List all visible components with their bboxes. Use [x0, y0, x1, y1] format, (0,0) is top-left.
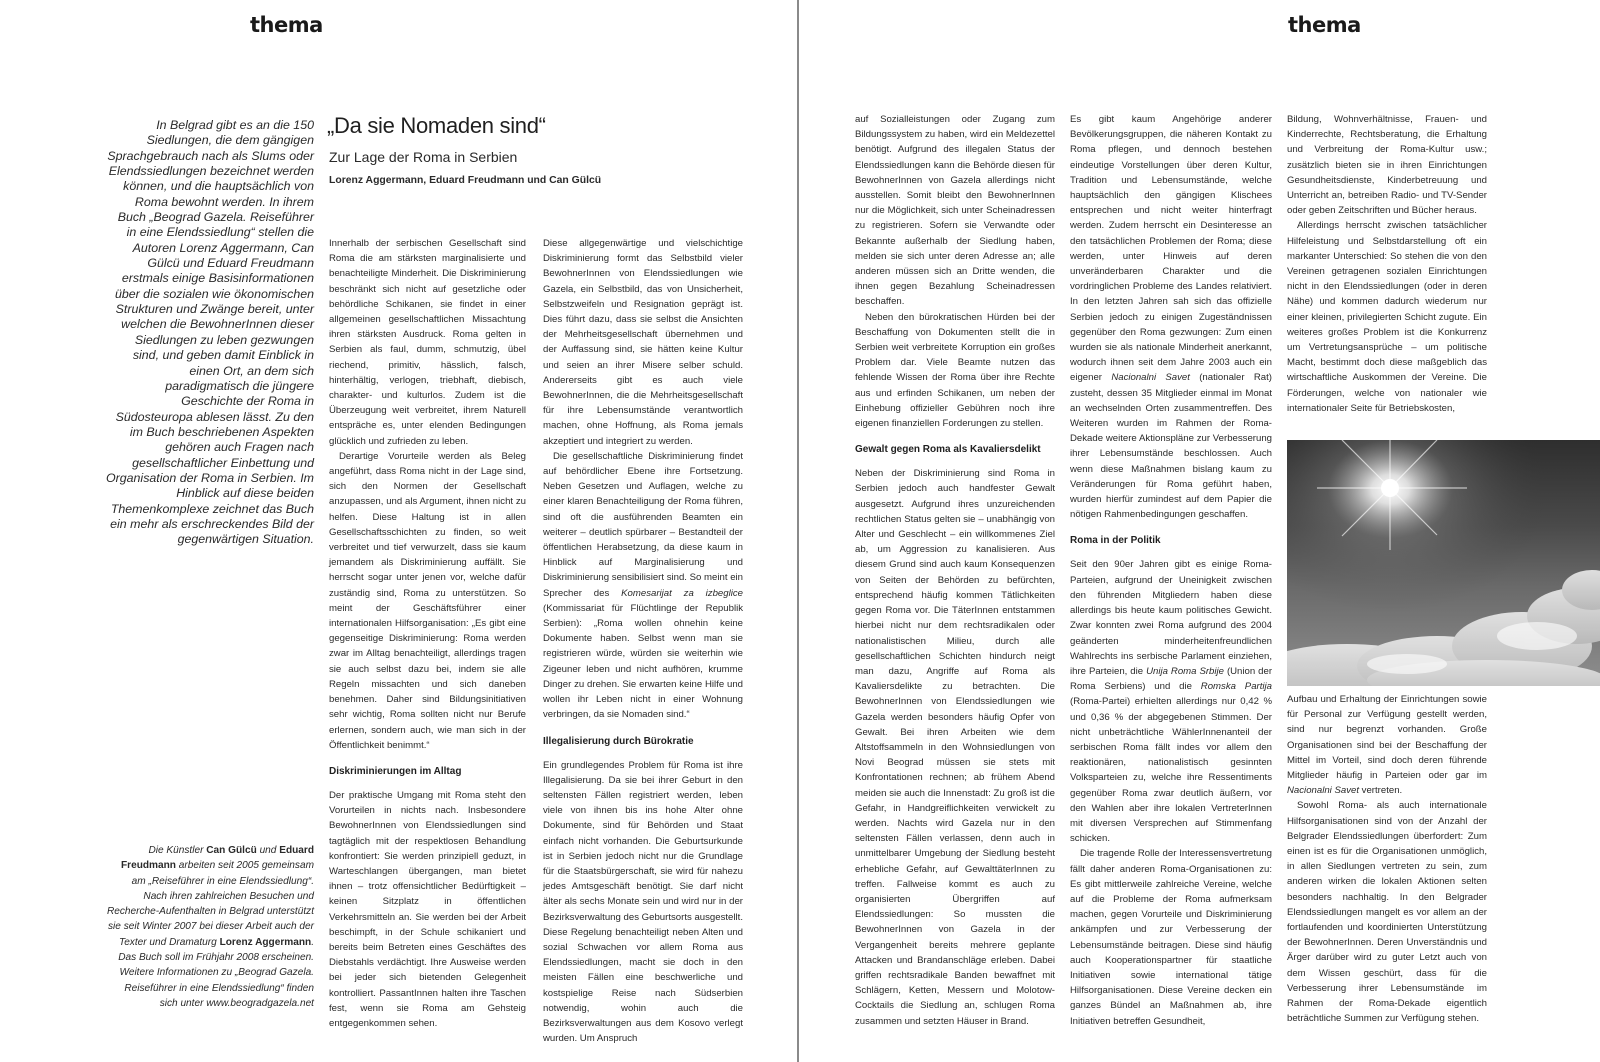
- paragraph-text: Die gesellschaftliche Diskriminierung findet auf behördlicher Ebene ihre Fortsetzung. Neben Gesetzen und Auflagen, welche zu einer klaren Benachteiligung der Roma führen, sind oft die ausführenden Beamten ein weiterer – deutlich spürbarer – Bestandteil der öffentlichen Herabsetzung, da diese kaum in Hinblick auf Marginalisierung und Diskriminierung sensibilisiert sind. So meint ein Sprecher des: [543, 450, 743, 599]
- sun-sky-photo-icon: [1287, 440, 1600, 686]
- left-page: [0, 0, 796, 1062]
- section-heading: Diskriminierungen im Alltag: [329, 765, 462, 777]
- credits-name: Eduard Freudmann: [120, 845, 314, 872]
- paragraph: Sowohl Roma- als auch internationale Hilfsorganisationen sind von der Anzahl der Belgrader Elendssiedlungen überfordert: Zum einen ist es für die Organisationen unmöglich, in allen Siedlungen vertreten zu sein, zum anderen wirken die lokalen Aktionen selten besonders nachhaltig. In den Belgrader Elendssiedlungen mangelt es vor allem an der fortlaufenden und koordinierten Unterstützung der BewohnerInnen. Deren Unverständnis und Ärger darüber wird zu guter Letzt auch von dem Wissen geschürt, dass für die Verbesserung ihrer Lebensumstände im Rahmen der Roma-Dekade eigentlich beträchtliche Summen zur Verfügung stehen.: [1287, 800, 1487, 1025]
- paragraph-text: Es gibt kaum Angehörige anderer Bevölkerungsgruppen, die näheren Kontakt zu Roma pflegen, und dennoch bestehen eindeutige Vorstellungen über deren Kultur, Tradition und Lebensumstände, welche hauptsächlich den gängigen Klischees entsprechen und nicht weiter hinterfragt werden. Zudem herrscht ein Desinteresse an den tatsächlichen Problemen der Roma; diese werden, unter Hinweis auf deren unveränderbaren Charakter und die vordringlichen Probleme des Landes relativiert. In den letzten Jahren sah sich das offizielle Serbien jedoch zu einigen Zugeständnissen gegenüber den Roma gezwungen: Zum einen wurden sie als nationale Minderheit anerkannt, wodurch ihnen seit dem Jahre 2003 auch ein eigener: [1070, 114, 1272, 384]
- paragraph: Derartige Vorurteile werden als Beleg angeführt, dass Roma nicht in der Lage sind, sich den Normen der Gesellschaft anzupassen, und als Argument, ihnen nicht zu helfen. Diese Haltung ist in allen Gesellschaftsschichten zu finden, so weit verbreitet und tief verwurzelt, dass sie kaum jemandem als Diskriminierung auffällt. Sie herrscht sogar unter jenen vor, welche dafür zuständig sind, Roma zu unterstützen. So meint der Geschäftsführer einer internationalen Hilfsorganisation: „Es gibt eine gegenseitige Diskriminierung: Roma werden zwar im Alltag benachteiligt, allerdings tragen sie auch selbst dazu bei, indem sie alle Regeln missachten und sich daneben benehmen. Daher sind Bildungsinitiativen sehr wichtig, Roma sollten nicht nur Berufe erlernen, sondern auch, wie man sich in der Öffentlichkeit benimmt.“: [329, 450, 526, 751]
- author-credits: [106, 843, 314, 1011]
- paragraph-text: (nationaler Rat) zusteht, dessen 35 Mitglieder einmal im Monat an wechselnden Orten zusammentreffen. Des Weiteren wurden im Rahmen der Roma-Dekade weitere Aktionspläne zur Verbesserung ihrer Lebensumstände beschlossen. Auch wenn diese Maßnahmen bislang kaum zu Veränderungen für Roma geführt haben, wurden hierfür zumindest auf dem Papier die nötigen Rahmenbedingungen geschaffen.: [1070, 372, 1272, 521]
- paragraph: [1070, 557, 1272, 846]
- section-header: thema: [250, 13, 323, 37]
- article-column-2: [543, 236, 743, 1046]
- credits-name: Lorenz Aggermann: [219, 936, 312, 948]
- section-heading: Illegalisierung durch Bürokratie: [543, 735, 694, 747]
- article-authors: Lorenz Aggermann, Eduard Freudmann und Can Gülcü: [329, 175, 602, 186]
- article-column-3: [855, 112, 1055, 1029]
- paragraph-text: (Roma-Partei) erhielten allerdings nur 0,42 % und 0,36 % der abgegebenen Stimmen. Der nicht unbeträchtliche WählerInnenanteil der serbischen Roma fällt indes vor allem den reaktionären, nationalistisch gesinnten Volksparteien zu, welche ihre Ressentiments gegenüber Roma zwar deutlich äußern, vor den Wahlen aber ihre lokalen VertreterInnen mit diversen Versprechen auf Stimmenfang schicken.: [1070, 696, 1272, 845]
- paragraph: auf Sozialleistungen oder Zugang zum Bildungssystem zu haben, wird ein Meldezettel benötigt. Aufgrund des illegalen Status der Elendssiedlungen kann die Behörde diesen für BewohnerInnen von Gazela allerdings nicht ausstellen. Somit bleibt den BewohnerInnen nur die Möglichkeit, sich unter Scheinadressen zu registrieren. Sofern sie Verwandte oder Bekannte außerhalb der Siedlung haben, melden sie sich unter deren Adresse an; alle anderen müssen sich an Dritte wenden, die ihnen gegen Bezahlung Scheinadressen beschaffen.: [855, 114, 1055, 308]
- article-column-5-top: [1287, 112, 1487, 416]
- paragraph: Diese allgegenwärtige und vielschichtige Diskriminierung formt das Selbstbild vieler BewohnerInnen von Elendssiedlungen wie Gazela, ein Selbstbild, das von Unsicherheit, Selbstzweifeln und Resignation geprägt ist. Dies führt dazu, dass sie selbst die Ansichten der Mehrheitsgesellschaft übernehmen und der Auffassung sind, sie hätten keine Kultur und seien an ihrer Misere selber schuld. Andererseits gibt es auch viele BewohnerInnen, die die Mehrheitsgesellschaft für ihre Lebensumstände verantwortlich machen, ohne Hoffnung, als Roma jemals akzeptiert und integriert zu werden.: [543, 238, 743, 447]
- intro-text: In Belgrad gibt es an die 150 Siedlungen, die dem gängigen Sprachgebrauch nach als Slums oder Elendssiedlungen bezeichnet werden können, und die hauptsächlich von Roma bewohnt werden. In ihrem Buch „Beograd Gazela. Reiseführer in eine Elendssiedlung“ stellen die Autoren Lorenz Aggermann, Can Gülcü und Eduard Freudmann erstmals einige Basisinformationen über die sozialen wie ökonomischen Strukturen und Zwänge bereit, unter welchen die BewohnerInnen dieser Siedlungen zu leben gezwungen sind, und geben damit Einblick in einen Ort, an dem sich paradigmatisch die jüngere Geschichte der Roma in Südosteuropa ablesen lässt. Zu den im Buch beschriebenen Aspekten gehören auch Fragen nach gesellschaftlicher Einbettung und Organisation der Roma in Serbien. Im Hinblick auf diese beiden Themenkomplexe zeichnet das Buch ein mehr als erschreckendes Bild der gegenwärtigen Situation.: [106, 118, 314, 547]
- page-spine: [797, 0, 799, 1062]
- paragraph-text: Aufbau und Erhaltung der Einrichtungen sowie für Personal zur Verfügung gestellt werden, sind nur begrenzt vorhanden. Große Organisationen sind bei der Beschaffung der Mittel im Vorteil, sind doch deren führende Mitglieder häufig in Parteien oder gar im: [1287, 694, 1487, 782]
- paragraph-text: Seit den 90er Jahren gibt es einige Roma-Parteien, aufgrund der Uneinigkeit zwischen den führenden Mitgliedern haben diese allerdings bis heute kaum politisches Gewicht. Zwar konnten zwei Roma aufgrund des 2004 geänderten minderheitenfreundlichen Wahlrechts ins serbische Parlament einziehen, ihre Parteien, die: [1070, 559, 1272, 677]
- paragraph-text: (Union der Roma Serbiens) und die: [1070, 665, 1273, 693]
- sun-sky-photo: [1287, 440, 1600, 686]
- credits-text: arbeiten seit 2005 gemeinsam am „Reiseführer in eine Elendssiedlung“. Nach ihren zahlreichen Besuchen und Recherche-Aufenthalten in Belgrad unterstützt sie seit Winter 2007 bei dieser Arbeit auch der Texter und Dramaturg: [106, 860, 314, 948]
- section-heading: Roma in der Politik: [1070, 535, 1161, 547]
- paragraph-text: (Kommissariat für Flüchtlinge der Republik Serbien): „Roma wollen ohnehin keine Dokumente haben. Selbst wenn man sie registrieren würde, würden sie weiterhin wie Zigeuner leben und nicht aufhören, krumme Dinger zu drehen. Sie erwarten keine Hilfe und wollen ihr Leben nicht in einer Wohnung verbringen, da sie Nomaden sind.“: [543, 602, 743, 721]
- paragraph-text: vertreten.: [1361, 785, 1403, 797]
- organisation-name: Nacionalni Savet: [1111, 372, 1190, 384]
- paragraph: Allerdings herrscht zwischen tatsächlicher Hilfeleistung und Selbstdarstellung oft ein markanter Unterschied: So stehen die von den Vereinen getragenen sozialen Einrichtungen nicht in den Elendssiedlungen (oder in deren Nähe) und kommen dadurch wiederum nur einer kleinen, privilegierten Schicht zugute. Ein weiteres großes Problem ist die Konkurrenz um Vertretungsansprüche – um politische Macht, bestimmt doch diese maßgeblich das wirtschaftliche Auskommen der Vereine. Die Förderungen, welche von nationaler wie internationaler Seite für Betriebskosten,: [1287, 220, 1487, 414]
- paragraph: Die tragende Rolle der Interessensvertretung fällt daher anderen Roma-Organisationen zu: Es gibt mittlerweile zahlreiche Vereine, welche auf die Probleme der Roma aufmerksam machen, gegen Vorurteile und Diskriminierung ankämpfen und zur Verbesserung der Lebensumstände beitragen. Diese sind häufig auch Kooperationspartner für staatliche Initiativen sowie international tätige Hilfsorganisationen. Diese Vereine decken ein ganzes Bündel an Maßnahmen ab, ihre Initiativen betreffen Gesundheit,: [1070, 848, 1272, 1027]
- paragraph: [1287, 692, 1487, 798]
- party-name: Romska Partija: [1200, 681, 1272, 693]
- article-subtitle: Zur Lage der Roma in Serbien: [329, 149, 518, 165]
- article-column-5-bottom: [1287, 692, 1487, 1026]
- paragraph: [1070, 112, 1272, 522]
- article-column-4: [1070, 112, 1272, 1029]
- credits-text: Die Künstler: [148, 845, 204, 856]
- organisation-name: Nacionalni Savet: [1287, 785, 1359, 797]
- article-headline: „Da sie Nomaden sind“: [327, 113, 546, 138]
- paragraph: Der praktische Umgang mit Roma steht den Vorurteilen in nichts nach. Insbesondere BewohnerInnen von Elendssiedlungen sind tagtäglich mit der respektlosen Behandlung konfrontiert: Sie werden prinzipiell geduzt, in Warteschlangen übergangen, man bietet ihnen – trotz offensichtlicher Bedürftigkeit – keinen Sitzplatz in öffentlichen Verkehrsmitteln an. Sie werden bei der Arbeit beschimpft, in der Schule schikaniert und bereits beim Betreten eines Geschäftes des Diebstahls verdächtigt. Ihre Ausweise werden bei jeder sich bietenden Gelegenheit kontrolliert. PassantInnen halten ihre Taschen fest, wenn sie Roma am Gehsteig entgegenkommen sehen.: [329, 789, 526, 1029]
- credits-name: Can Gülcü: [206, 845, 257, 856]
- paragraph: Neben den bürokratischen Hürden bei der Beschaffung von Dokumenten stellt die in Serbien weit verbreitete Korruption ein großes Problem dar. Viele Beamte nutzen das fehlende Wissen der Roma über ihre Rechte aus und erfinden Schikanen, um neben der Einhebung offizieller Gebühren noch ihre eigenen finanziellen Forderungen zu stellen.: [855, 311, 1055, 430]
- paragraph: Neben der Diskriminierung sind Roma in Serbien jedoch auch handfester Gewalt ausgesetzt. Aufgrund ihres unzureichenden rechtlichen Status gelten sie – unabhängig von Alter und Geschlecht – ein willkommenes Ziel ab, um Aggression zu kanalisieren. Aus diesem Grund sind auch kaum Konsequenzen von Seiten der Behörden zu befürchten, entsprechend häufig kommen Tätlichkeiten gegen Roma vor. Die TäterInnen entstammen hierbei nicht nur dem rechtsradikalen oder nationalistischen Milieu, durch alle gesellschaftlichen Schichten hindurch neigt man dazu, Angriffe auf Roma als Kavaliersdelikte zu betrachten. Die BewohnerInnen von Elendssiedlungen wie Gazela werden besonders häufig Opfer von Gewalt. Bei ihren Arbeiten wie dem Altstoffsammeln in den Wohnsiedlungen von Novi Beograd müssen sie stets mit Konfrontationen rechnen; ab frühem Abend meiden sie auch die Innenstadt: Zu groß ist die Gefahr, in Handgreiflichkeiten verwickelt zu werden. Nachts wird Gazela nur in den seltensten Fällen verlassen, denn auch in unmittelbarer Umgebung der Siedlung besteht erhebliche Gefahr, auf GewalttäterInnen zu treffen. Fallweise kommt es auch zu organisierten Übergriffen auf Elendssiedlungen: So mussten die BewohnerInnen von Gazela in der Vergangenheit bereits mehrere geplante Attacken und Brandanschläge erleben. Dabei griffen rechtsradikale Banden bewaffnet mit Schlägern, Ketten, Messern und Molotow-Cocktails die Siedlung an, schlugen Roma zusammen und setzten Häuser in Brand.: [855, 468, 1055, 1027]
- organisation-name: Komesarijat za izbeglice: [621, 587, 743, 599]
- paragraph: Bildung, Wohnverhältnisse, Frauen- und Kinderrechte, Rechtsberatung, die Erhaltung und Verbreitung der Roma-Kultur usw.; zusätzlich bieten sie in ihren Einrichtungen Gesundheitsdienste, Kinderbetreuung und Unterricht an, betreiben Radio- und TV-Sender oder geben Zeitschriften und Bücher heraus.: [1287, 114, 1487, 217]
- paragraph: [543, 449, 743, 723]
- credits-text: . Das Buch soll im Frühjahr 2008 erscheinen. Weitere Informationen zu „Beograd Gazela. Reiseführer in eine Elendssiedlung“ finden sich unter www.beogradgazela.net: [118, 936, 314, 1009]
- section-heading: Gewalt gegen Roma als Kavaliersdelikt: [855, 444, 1041, 456]
- section-header: thema: [1288, 13, 1361, 37]
- article-column-1: [329, 236, 526, 1031]
- paragraph: Ein grundlegendes Problem für Roma ist ihre Illegalisierung. Da sie bei ihrer Geburt in den seltensten Fällen registriert werden, leben viele von ihnen bis ins hohe Alter ohne Dokumente, sind für Behörden und Staat einfach nicht vorhanden. Die Geburtsurkunde ist in Serbien jedoch nicht nur die Grundlage für die Staatsbürgerschaft, sie wird für nahezu jedes Amtsgeschäft benötigt. Sie darf nicht älter als sechs Monate sein und wird nur in der Bezirksverwaltung des Geburtsorts ausgestellt. Diese Regelung benachteiligt neben Alten und sozial Schwachen vor allem Roma aus Elendssiedlungen, macht sie doch in den meisten Fällen eine beschwerliche und kostspielige Reise nach Südserbien notwendig, wohin auch die Bezirksverwaltungen aus dem Kosovo verlegt wurden. Um Anspruch: [543, 759, 743, 1045]
- party-name: Unija Roma Srbije: [1146, 665, 1224, 677]
- credits-text: und: [259, 845, 277, 856]
- paragraph: Innerhalb der serbischen Gesellschaft sind Roma die am stärksten marginalisierte und benachteiligte Minderheit. Die Diskriminierung beschränkt sich nicht auf gesetzliche oder behördliche Schikanen, sie findet in einer allgemeinen gesellschaftlichen Missachtung ihren stärksten Ausdruck. Roma gelten in Serbien als faul, dumm, schmutzig, übel riechend, primitiv, hässlich, falsch, hinterhältig, verlogen, triebhaft, diebisch, charakter- und kulturlos. Zudem ist die Überzeugung weit verbreitet, ihrem Naturell entspräche es, unter elenden Bedingungen glücklich und zufrieden zu leben.: [329, 238, 526, 447]
